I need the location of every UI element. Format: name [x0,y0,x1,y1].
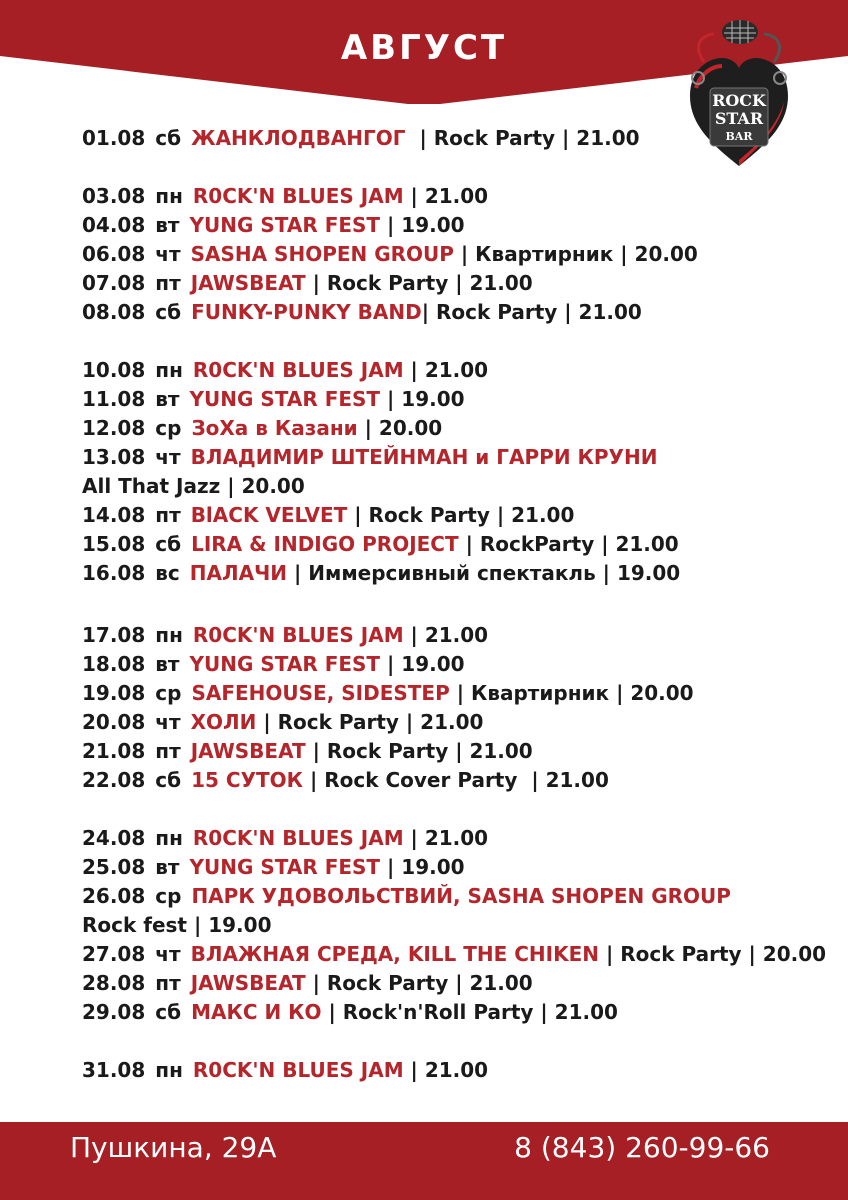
event-info: | Квартирник | 20.00 [449,681,694,705]
event-row [82,385,465,413]
event-row [82,708,483,736]
event-act: R0CK'N BLUES JAM [192,623,404,647]
event-weekday: ср [155,416,182,440]
event-act: YUNG STAR FEST [189,387,381,411]
event-date: 08.08 [82,300,146,324]
event-info: | 21.00 [403,358,489,382]
event-act: YUNG STAR FEST [189,652,381,676]
event-weekday: пт [155,971,181,995]
event-date: 11.08 [82,387,146,411]
event-info: | Квартирник | 20.00 [453,242,698,266]
event-row [82,940,826,968]
event-row [82,559,680,587]
event-row [82,998,618,1026]
event-act: JAWSBEAT [190,739,306,763]
address-text: Пушкина, 29А [70,1131,277,1164]
event-info: | 19.00 [380,652,465,676]
event-info: | 21.00 [403,623,489,647]
event-date: 12.08 [82,416,146,440]
event-act: R0CK'N BLUES JAM [192,1058,404,1082]
event-weekday: сб [155,532,182,556]
event-date: 13.08 [82,445,146,469]
event-act: BlACK VELVET [190,503,348,527]
event-weekday: сб [155,768,182,792]
event-weekday: ср [155,681,182,705]
event-date: 14.08 [82,503,146,527]
event-act: SASHA SHOPEN GROUP [190,242,454,266]
event-info: | 21.00 [403,1058,489,1082]
event-act: FUNKY-PUNKY BAND [191,300,422,324]
event-weekday: чт [155,942,181,966]
event-act: SAFEHOUSE, SIDESTEP [191,681,450,705]
event-act: JAWSBEAT [190,271,306,295]
event-weekday: пн [155,184,183,208]
event-date: 19.08 [82,681,146,705]
event-date: 25.08 [82,855,146,879]
event-row [82,679,694,707]
logo-text-bar: BAR [725,130,753,143]
event-info: | Rock Party | 21.00 [305,971,533,995]
event-act: ПАЛАЧИ [189,561,287,585]
event-date: 29.08 [82,1000,146,1024]
event-row [82,766,609,794]
event-date: 03.08 [82,184,146,208]
event-act: ВЛАДИМИР ШТЕЙНМАН и ГАРРИ КРУНИ [190,445,658,469]
event-info: | Rock Cover Party | 21.00 [302,768,609,792]
event-info: | RockParty | 21.00 [458,532,679,556]
event-weekday: пн [155,826,183,850]
event-row [82,240,698,268]
event-date: 26.08 [82,884,146,908]
event-info: | 19.00 [380,387,465,411]
event-act: R0CK'N BLUES JAM [192,826,404,850]
event-act: ЖАНКЛОДВАНГОГ [191,126,406,150]
event-date: 06.08 [82,242,146,266]
event-act: ВЛАЖНАЯ СРЕДА, KILL THE CHIKEN [190,942,599,966]
event-date: 04.08 [82,213,146,237]
event-act: YUNG STAR FEST [189,855,381,879]
event-row [82,182,488,210]
event-info: | 21.00 [403,184,489,208]
event-weekday: вт [155,213,180,237]
event-date: 10.08 [82,358,146,382]
event-act: ПАРК УДОВОЛЬСТВИЙ, SASHA SHOPEN GROUP [191,884,731,908]
event-date: 24.08 [82,826,146,850]
event-weekday: чт [155,242,181,266]
event-act: YUNG STAR FEST [189,213,381,237]
event-date: 07.08 [82,271,146,295]
event-date: 16.08 [82,561,146,585]
event-act: 15 СУТОК [191,768,303,792]
event-row [82,650,465,678]
event-date: 20.08 [82,710,146,734]
event-act: ХОЛИ [190,710,257,734]
event-row [82,124,640,152]
event-row [82,621,488,649]
event-weekday: вт [155,855,180,879]
event-info: | 19.00 [380,855,465,879]
event-act: LIRA & INDIGO PROJECT [191,532,459,556]
event-act: JAWSBEAT [190,971,306,995]
logo-text-rock: ROCK [712,91,766,110]
logo-text-star: STAR [714,109,764,128]
event-row [82,269,533,297]
event-weekday: пт [155,271,181,295]
event-date: 21.08 [82,739,146,763]
event-info: | Rock Party | 20.00 [599,942,827,966]
event-row [82,298,642,326]
event-info: | Rock'n'Roll Party | 21.00 [321,1000,618,1024]
event-weekday: пт [155,739,181,763]
event-weekday: сб [155,300,182,324]
event-weekday: вт [155,652,180,676]
event-weekday: пн [155,1058,183,1082]
event-info: | 21.00 [403,826,489,850]
event-info: | 19.00 [380,213,465,237]
event-weekday: ср [155,884,182,908]
event-row [82,824,488,852]
event-weekday: сб [155,126,182,150]
event-row [82,882,731,910]
event-date: 18.08 [82,652,146,676]
event-weekday: вт [155,387,180,411]
event-date: 28.08 [82,971,146,995]
event-row [82,969,533,997]
event-row [82,737,533,765]
event-weekday: пн [155,358,183,382]
event-weekday: чт [155,710,181,734]
event-date: 01.08 [82,126,146,150]
event-act: R0CK'N BLUES JAM [192,358,404,382]
event-continuation: Rock fest | 19.00 [82,913,272,937]
event-row [82,1056,488,1084]
event-info: | Rock Party | 21.00 [347,503,575,527]
event-weekday: чт [155,445,181,469]
event-info: | Rock Party | 21.00 [405,126,640,150]
event-row [82,530,679,558]
event-row [82,853,465,881]
event-act: R0CK'N BLUES JAM [192,184,404,208]
event-date: 15.08 [82,532,146,556]
event-row [82,211,465,239]
event-info: | Rock Party | 21.00 [305,271,533,295]
event-continuation: All That Jazz | 20.00 [82,474,305,498]
event-date: 17.08 [82,623,146,647]
phone-number: 8 (843) 260-99-66 [514,1131,770,1164]
event-date: 27.08 [82,942,146,966]
month-title: АВГУСТ [340,28,508,68]
event-info: | Rock Party | 21.00 [421,300,642,324]
event-act: ЗоХа в Казани [191,416,358,440]
event-info: | Rock Party | 21.00 [256,710,484,734]
event-date: 31.08 [82,1058,146,1082]
event-info: | Rock Party | 21.00 [305,739,533,763]
event-row [82,501,574,529]
event-info: | Иммерсивный спектакль | 19.00 [287,561,681,585]
event-date: 22.08 [82,768,146,792]
event-row [82,414,442,442]
event-weekday: вс [155,561,180,585]
event-info: | 20.00 [357,416,443,440]
event-weekday: пн [155,623,183,647]
event-act: МАКС И КО [191,1000,322,1024]
event-row [82,356,488,384]
event-weekday: пт [155,503,181,527]
rock-star-bar-logo [684,18,794,170]
event-row [82,443,657,471]
event-weekday: сб [155,1000,182,1024]
